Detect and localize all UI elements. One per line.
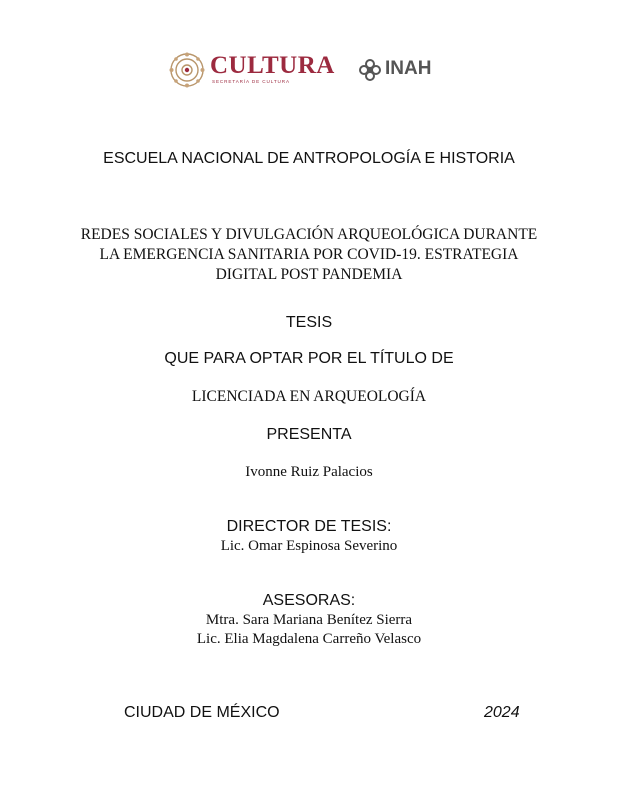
degree-name: LICENCIADA EN ARQUEOLOGÍA (191, 388, 427, 405)
director-label: DIRECTOR DE TESIS: (226, 518, 392, 535)
advisors-label: ASESORAS: (262, 592, 356, 609)
cultura-logo (168, 50, 335, 90)
advisor-name: Lic. Elia Magdalena Carreño Velasco (196, 631, 422, 647)
degree-intro: QUE PARA OPTAR POR EL TÍTULO DE (164, 350, 454, 367)
city: CIUDAD DE MÉXICO (124, 704, 280, 721)
inah-wordmark: INAH (385, 58, 432, 79)
inah-emblem-icon (358, 58, 382, 82)
title-line: DIGITAL POST PANDEMIA (215, 266, 403, 283)
author-name: Ivonne Ruiz Palacios (245, 464, 373, 480)
thesis-title (0, 225, 618, 285)
year: 2024 (484, 704, 520, 721)
title-line: REDES SOCIALES Y DIVULGACIÓN ARQUEOLÓGICA DURANTE (80, 226, 538, 243)
inah-logo (358, 55, 448, 85)
director-name: Lic. Omar Espinosa Severino (220, 538, 398, 554)
advisor-name: Mtra. Sara Mariana Benítez Sierra (205, 612, 413, 628)
presenta-label: PRESENTA (266, 426, 352, 443)
document-type: TESIS (285, 314, 333, 331)
cultura-wordmark: CULTURA (210, 52, 335, 79)
cultura-emblem-icon (168, 51, 206, 89)
cultura-subtitle: SECRETARÍA DE CULTURA (212, 79, 290, 84)
title-line: LA EMERGENCIA SANITARIA POR COVID-19. ESTRATEGIA (99, 246, 519, 263)
institution-name: ESCUELA NACIONAL DE ANTROPOLOGÍA E HISTORIA (103, 150, 515, 167)
